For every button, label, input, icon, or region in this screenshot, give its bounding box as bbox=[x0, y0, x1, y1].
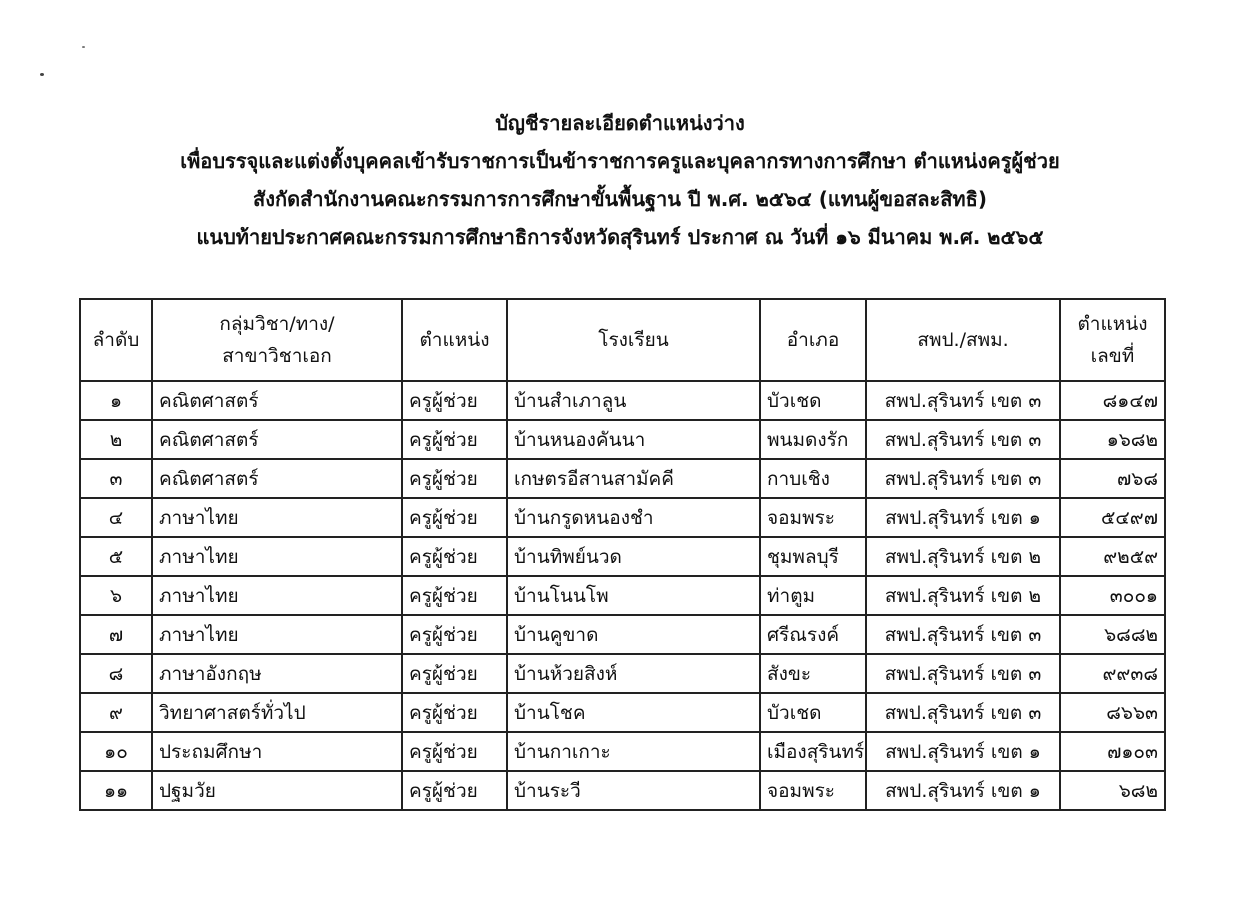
header-subject-line1: กลุ่มวิชา/ทาง/ bbox=[219, 313, 335, 335]
cell-office: สพป.สุรินทร์ เขต ๑ bbox=[866, 732, 1060, 771]
cell-school: บ้านห้วยสิงห์ bbox=[507, 654, 760, 693]
cell-subject: ภาษาไทย bbox=[152, 615, 402, 654]
cell-position: ครูผู้ช่วย bbox=[402, 498, 507, 537]
cell-position: ครูผู้ช่วย bbox=[402, 576, 507, 615]
cell-position: ครูผู้ช่วย bbox=[402, 537, 507, 576]
cell-no: ๑ bbox=[80, 381, 152, 420]
cell-district: สังขะ bbox=[760, 654, 866, 693]
cell-position-number: ๖๘๘๒ bbox=[1060, 615, 1165, 654]
table-row bbox=[80, 654, 1165, 693]
cell-subject: ประถมศึกษา bbox=[152, 732, 402, 771]
table-row bbox=[80, 459, 1165, 498]
cell-subject: ภาษาไทย bbox=[152, 576, 402, 615]
table-row bbox=[80, 732, 1165, 771]
cell-position-number: ๗๑๐๓ bbox=[1060, 732, 1165, 771]
header-office: สพป./สพม. bbox=[866, 299, 1060, 381]
scan-speck bbox=[40, 73, 44, 76]
cell-district: จอมพระ bbox=[760, 771, 866, 810]
cell-position-number: ๕๔๙๗ bbox=[1060, 498, 1165, 537]
cell-position: ครูผู้ช่วย bbox=[402, 381, 507, 420]
table-row bbox=[80, 693, 1165, 732]
header-position-number bbox=[1060, 299, 1165, 381]
cell-district: จอมพระ bbox=[760, 498, 866, 537]
cell-school: บ้านกรูดหนองชำ bbox=[507, 498, 760, 537]
cell-office: สพป.สุรินทร์ เขต ๑ bbox=[866, 498, 1060, 537]
cell-school: บ้านระวี bbox=[507, 771, 760, 810]
cell-office: สพป.สุรินทร์ เขต ๒ bbox=[866, 576, 1060, 615]
table-row bbox=[80, 498, 1165, 537]
cell-subject: วิทยาศาสตร์ทั่วไป bbox=[152, 693, 402, 732]
scan-speck bbox=[82, 46, 85, 48]
cell-district: บัวเชด bbox=[760, 381, 866, 420]
cell-school: บ้านสำเภาลูน bbox=[507, 381, 760, 420]
cell-district: เมืองสุรินทร์ bbox=[760, 732, 866, 771]
cell-position-number: ๖๘๒ bbox=[1060, 771, 1165, 810]
cell-office: สพป.สุรินทร์ เขต ๓ bbox=[866, 654, 1060, 693]
cell-no: ๑๑ bbox=[80, 771, 152, 810]
cell-school: บ้านคูขาด bbox=[507, 615, 760, 654]
table-body bbox=[80, 381, 1165, 810]
cell-position-number: ๗๖๘ bbox=[1060, 459, 1165, 498]
cell-subject: คณิตศาสตร์ bbox=[152, 420, 402, 459]
cell-position-number: ๘๑๔๗ bbox=[1060, 381, 1165, 420]
cell-no: ๕ bbox=[80, 537, 152, 576]
cell-subject: ภาษาไทย bbox=[152, 498, 402, 537]
cell-position: ครูผู้ช่วย bbox=[402, 420, 507, 459]
cell-position: ครูผู้ช่วย bbox=[402, 654, 507, 693]
cell-school: เกษตรอีสานสามัคคี bbox=[507, 459, 760, 498]
document-subtitle: เพื่อบรรจุและแต่งตั้งบุคคลเข้ารับราชการเป็นข้าราชการครูและบุคลากรทางการศึกษา ตำแหน่งครูผู้ช่วย bbox=[180, 149, 1060, 173]
cell-school: บ้านทิพย์นวด bbox=[507, 537, 760, 576]
header-subject bbox=[152, 299, 402, 381]
table-row bbox=[80, 537, 1165, 576]
cell-office: สพป.สุรินทร์ เขต ๓ bbox=[866, 381, 1060, 420]
cell-no: ๔ bbox=[80, 498, 152, 537]
cell-subject: คณิตศาสตร์ bbox=[152, 459, 402, 498]
cell-district: ศรีณรงค์ bbox=[760, 615, 866, 654]
cell-no: ๑๐ bbox=[80, 732, 152, 771]
document-title: บัญชีรายละเอียดตำแหน่งว่าง bbox=[495, 111, 745, 135]
cell-district: ชุมพลบุรี bbox=[760, 537, 866, 576]
cell-subject: ภาษาอังกฤษ bbox=[152, 654, 402, 693]
header-subject-line2: สาขาวิชาเอก bbox=[222, 345, 332, 367]
cell-no: ๗ bbox=[80, 615, 152, 654]
header-no: ลำดับ bbox=[80, 299, 152, 381]
cell-position: ครูผู้ช่วย bbox=[402, 459, 507, 498]
header-posno-line2: เลขที่ bbox=[1090, 345, 1135, 367]
cell-no: ๓ bbox=[80, 459, 152, 498]
table-row bbox=[80, 771, 1165, 810]
cell-office: สพป.สุรินทร์ เขต ๓ bbox=[866, 459, 1060, 498]
document-announcement: แนบท้ายประกาศคณะกรรมการศึกษาธิการจังหวัดสุรินทร์ ประกาศ ณ วันที่ ๑๖ มีนาคม พ.ศ. ๒๕๖๕ bbox=[196, 225, 1044, 249]
table-row bbox=[80, 576, 1165, 615]
cell-position-number: ๓๐๐๑ bbox=[1060, 576, 1165, 615]
cell-position-number: ๙๙๓๘ bbox=[1060, 654, 1165, 693]
document-header bbox=[0, 104, 1240, 256]
cell-district: กาบเชิง bbox=[760, 459, 866, 498]
cell-school: บ้านโชค bbox=[507, 693, 760, 732]
cell-no: ๒ bbox=[80, 420, 152, 459]
header-position: ตำแหน่ง bbox=[402, 299, 507, 381]
cell-office: สพป.สุรินทร์ เขต ๓ bbox=[866, 693, 1060, 732]
vacancy-table bbox=[79, 298, 1166, 811]
cell-position: ครูผู้ช่วย bbox=[402, 615, 507, 654]
cell-office: สพป.สุรินทร์ เขต ๑ bbox=[866, 771, 1060, 810]
cell-no: ๙ bbox=[80, 693, 152, 732]
cell-district: ท่าตูม bbox=[760, 576, 866, 615]
table-row bbox=[80, 381, 1165, 420]
cell-district: พนมดงรัก bbox=[760, 420, 866, 459]
cell-office: สพป.สุรินทร์ เขต ๒ bbox=[866, 537, 1060, 576]
cell-district: บัวเชด bbox=[760, 693, 866, 732]
cell-office: สพป.สุรินทร์ เขต ๓ bbox=[866, 615, 1060, 654]
cell-school: บ้านหนองคันนา bbox=[507, 420, 760, 459]
header-posno-line1: ตำแหน่ง bbox=[1077, 313, 1148, 335]
table-row bbox=[80, 615, 1165, 654]
cell-position: ครูผู้ช่วย bbox=[402, 693, 507, 732]
document-affiliation: สังกัดสำนักงานคณะกรรมการการศึกษาขั้นพื้นฐาน ปี พ.ศ. ๒๕๖๔ (แทนผู้ขอสละสิทธิ) bbox=[253, 187, 987, 211]
cell-school: บ้านโนนโพ bbox=[507, 576, 760, 615]
cell-position-number: ๘๖๖๓ bbox=[1060, 693, 1165, 732]
table-header-row bbox=[80, 299, 1165, 381]
cell-subject: ปฐมวัย bbox=[152, 771, 402, 810]
cell-school: บ้านกาเกาะ bbox=[507, 732, 760, 771]
cell-position-number: ๑๖๘๒ bbox=[1060, 420, 1165, 459]
cell-no: ๘ bbox=[80, 654, 152, 693]
table-row bbox=[80, 420, 1165, 459]
cell-position: ครูผู้ช่วย bbox=[402, 771, 507, 810]
cell-no: ๖ bbox=[80, 576, 152, 615]
cell-position: ครูผู้ช่วย bbox=[402, 732, 507, 771]
cell-subject: ภาษาไทย bbox=[152, 537, 402, 576]
header-district: อำเภอ bbox=[760, 299, 866, 381]
cell-position-number: ๙๒๕๙ bbox=[1060, 537, 1165, 576]
header-school: โรงเรียน bbox=[507, 299, 760, 381]
cell-office: สพป.สุรินทร์ เขต ๓ bbox=[866, 420, 1060, 459]
cell-subject: คณิตศาสตร์ bbox=[152, 381, 402, 420]
